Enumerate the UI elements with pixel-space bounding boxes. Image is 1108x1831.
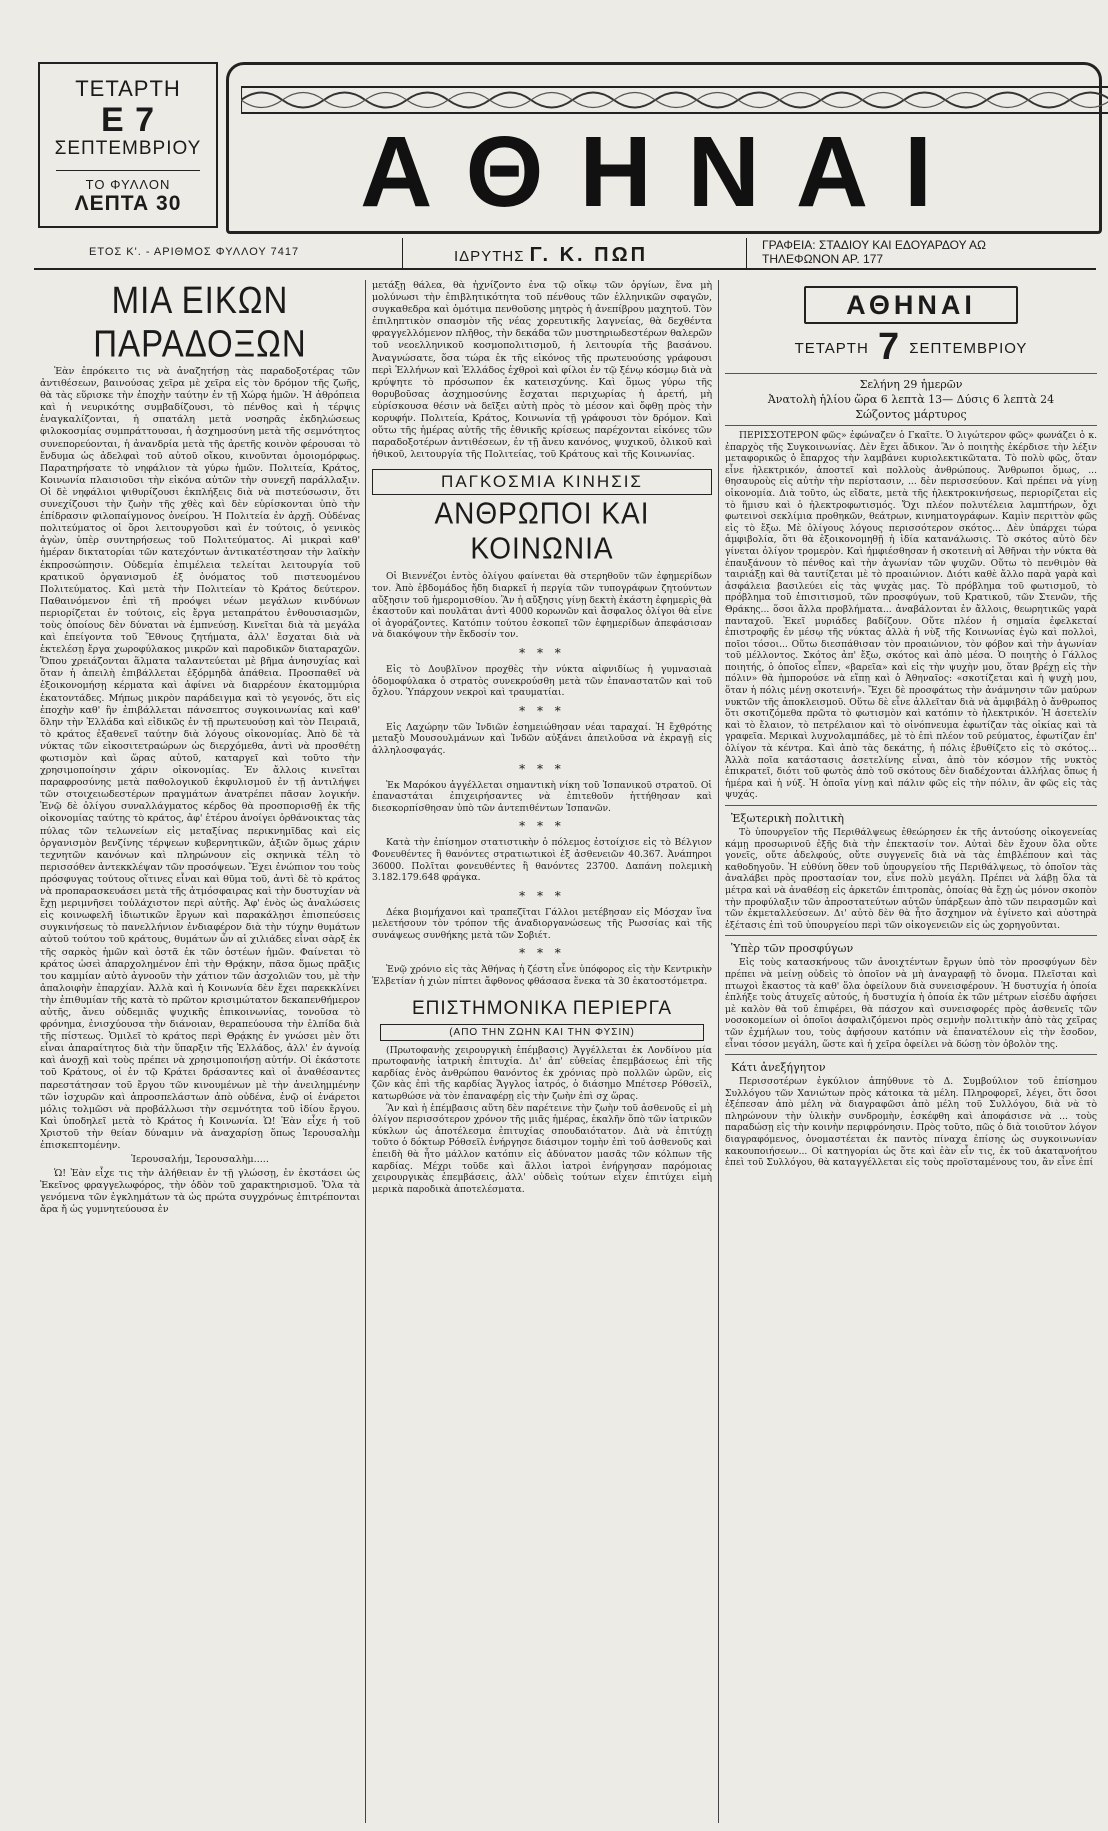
founder-label: ΙΔΡΥΤΗΣ xyxy=(454,248,525,265)
city-day-number: 7 xyxy=(877,326,901,368)
ornamental-frieze xyxy=(241,85,1108,115)
column-world-news xyxy=(372,280,712,1195)
divider xyxy=(725,805,1097,806)
editorial-continuation: μετάξῃ θάλεα, θὰ ἠχνίζοντο ἐνα τῷ οἴκῳ τῶν ὀργίων, ἕνα μὴ μολύνωσι τὴν ἐπιβλητικότητα τοῦ πένθους τῶν ἑλληνικῶν σφαγῶν, συγκαθεδρα καὶ ὁμότιμα πενθοῦσης μητρὸς ἡ ἀνεπίβρου μαχητοῦ. Τὸν ἐπιληπτικὸν σπασμὸν τῆς νέας χορευτικῆς λαγνείας, θὰ δεχθέντα φραγγελλόμενον πλῆθος, τὴν δεκάδα τῶν μυστηριωδεστέρων θαλερῶν τοῦ νεοελληνικοῦ κοσμοπολιτισμοῦ, ἡ λειτουρία τῆς βασάνου. Ἀναγνώσατε, ὅσα τώρα ἐκ τῆς εἰκόνος τῆς πρωτευούσης γράφουσι περὶ Ἑλλήνων καὶ Ἑλλάδος ἐχθροὶ καὶ φίλοι ἐν τῷ ξένῳ κόσμῳ διὰ νὰ κρύψητε τὸ πρόσωπον ἐκ κατεισχύνης. Καὶ ὅμως γύρω τῆς θορυβοῦσας ἀσχημοσύνης ἔσχαται περιχωρίας ἡ ἀρετή, μὴ εὑρίσκουσα θέσιν νὰ δεῖξει αὐτὴ πρὸς τὸ μέσον καὶ ὄφθῃ πρὸς τὴν κορυφήν. Πολιτεία, Κράτος, Κοινωνία τῇ γράφουσι τὸν δρόμον. Καὶ οὕτω τῆς ἡμέρας αὐτῆς τῆς ἐθνικῆς κρίσεως παρέχονται εἰκόνες τῶν παραδοξοτέρων ἀντιθέσεων, ἐν τῇ ἄνευ κανόνος, ψυχικοῦ, ὀλικοῦ καὶ ἠθικοῦ, λειτουργία τῆς Πολιτείας, τοῦ Κράτους καὶ τῆς Κοινωνίας. xyxy=(372,280,712,461)
science-paragraph: Ἂν καὶ ἡ ἐπέμβασις αὕτη δὲν παρέτεινε τὴν ζωὴν τοῦ ἀσθενοῦς εἰ μὴ ὀλίγον περισσότερον χρόνον τῆς μιᾶς ἡμέρας, ἐκαλῆν ὅπὸ τῶν ἰατρικῶν κύκλων ὡς ἀποτέλεσμα ἐπιτυχίας σπουδαιότατον. Διὰ νὰ ἐπιτύχῃ τοῦτο ὁ δόκτωρ Ρόθσεϊλ ἐνήργησε διάσιμον τομὴν ἐπὶ τοῦ ἀσθενοῦς καὶ ἐπειδὴ θὰ ἦτο μάλλον κατόπιν εἰς ἀδύνατον μασᾶς τῶν κόλπων τῆς καρδίας. Μέχρι τοῦδε καὶ ἄλλοι ἰατροὶ ἐνήργησαν παρόμοιας χειρουργικὰς ἐπεμβάσεις, ἀλλ' οὐδεὶς τούτων εἶχεν ἐπιτύχει εἰμὴ μερικὰ παροδικὰ ἀποτελέσματα. xyxy=(372,1102,712,1195)
date-box-day: ΤΕΤΑΡΤΗ xyxy=(75,76,181,101)
subheading: Κάτι ἀνεξήγητον xyxy=(731,1061,826,1075)
city-month: ΣΕΠΤΕΜΒΡΙΟΥ xyxy=(909,340,1028,357)
separator-stars: * * * xyxy=(519,819,565,834)
subheading: Ὑπὲρ τῶν προσφύγων xyxy=(731,942,854,956)
divider xyxy=(725,935,1097,936)
founder-name: Γ. Κ. ΠΩΠ xyxy=(529,244,649,266)
city-paragraph: Εἰς τοὺς κατασκήνους τῶν ἀνοιχτέντων ἔργων ὑπὸ τὸν προσφύγων δὲν πρέπει νὰ μείνῃ οὐδεὶς τὸ ὁποῖον νὰ μὴ ἀναγραφῇ τὸ ὄνομα. Πλεῖσται καὶ πτωχοὶ ἔκαστος τὰ καθ' ὅλα ὀφείλουν διὰ συνεισφέρουν. Ἡ δυστυχία ἡ ὁποία ἐπλήξε τοὺς ἀτυχεῖς αὐτούς, ἡ δυστυχία ἡ ὁποία ἐκ τῶν μέτρων εἰσέδυ ἀφήσει μὲ καλὸν θὰ τοῦ ἐπιφέρει, θὰ πάσχον καὶ συνεισφορές πρὸς ἀσθενεῖς τῶν νοσοκομείων οἱ ὁποῖοι ἀσφαλιζόμενοι πρὸς σεμνὴν πολιτικὴν ἀπὸ τὰς χεῖρας τῶν ἐχμήλων του, τοὺς ἀφήσουν κατόπιν νὰ ἐπανατέλουν εἰς τὴν ἔσοδον, εἶναι τόσον μεγάλη, ὥστε καὶ ἡ χεῖρα ὀφείλει νὰ δώσῃ τὸν ὀβολὸν της. xyxy=(725,957,1097,1050)
issue-number: ΕΤΟΣ Κ'. - ΑΡΙΘΜΟΣ ΦΥΛΛΟΥ 7417 xyxy=(89,246,300,258)
city-date xyxy=(725,326,1097,369)
news-item: Κατὰ τὴν ἐπίσημον στατιστικὴν ὁ πόλεμος ἐστοίχισε εἰς τὸ Βέλγιον Φονευθέντες ἢ θανόντες στρατιωτικοὶ ἐξ ἀσθενειῶν 40.367. Ἀνάπηροι 36000. Πολῖται φονευθέντες ἢ θανόντες 23700. Δαπάνη πολεμικὴ 3.182.179.648 φράγκα. xyxy=(372,837,712,884)
price-label: ΤΟ ΦΥΛΛΟΝ xyxy=(85,177,171,192)
news-item: Εἰς Λαχώρην τῶν Ἰνδιῶν ἐσημειώθησαν νέαι ταραχαί. Ἡ ἔχθρότης μεταξὺ Μουσουλμάνων καὶ Ἰνδῶν αὐξάνει ἀπειλοῦσα νὰ ἐκραγῇ εἰς ἀλληλοσφαγάς. xyxy=(372,721,712,756)
column-editorial xyxy=(40,280,360,1217)
science-headline: ΕΠΙΣΤΗΜΟΝΙΚΑ ΠΕΡΙΕΡΓΑ xyxy=(411,997,672,1019)
science-paragraph: (Πρωτοφανὴς χειρουργικὴ ἐπέμβασις) Ἀγγέλλεται ἐκ Λονδίνου μία πρωτοφανὴς ἰατρικὴ ἐπιτυχία. Δι' ἀπ' εὐθείας ἐπεμβάσεως ἐπὶ τῆς καρδίας ἑνὸς ἀνθρώπου θανόντος ἐκ χρόνιας πρὸ πολλῶν ὡρῶν, εἰς ζῶν κὰς ἐπὶ τῆς καρδίας Ἄγγλος ἰατρός, ὁ διάσημο Μπέτσερ Ρόθσεϊλ, κατωρθώσε νὰ τὸν ἐπαναφέρῃ εἰς τὴν ζωὴν ἐπὶ σχ ὥρας. xyxy=(372,1044,712,1103)
info-bar xyxy=(34,238,1096,270)
city-feature: ΠΕΡΙΣΣΟΤΕΡΟΝ φῶς» ἐφώναζεν ὁ Γκαῖτε. Ὁ λιγώτερον φῶς» φωνάζει ὁ κ. ἐπαρχὸς τῆς Συγκοινωνίας. Δὲν ἔχει ἄδικον. Ἂν ὁ ποιητὴς ἐκέρδισε τὴν λέξιν μεταφορικῶς ὁ ἔπαρχος τὴν λαμβάνει κυριολεκτικῶτατα. Τὸ πολὺ φῶς, ὅταν εἶνε ἠλεκτρικόν, ἀποστεῖ καὶ πολλοὺς ἀνθρώπους. Ἄνθρωποι ὅμως, ... θησαυροὺς εἰς αὐτὴν τὴν περίστασιν, ... δὲν περισσεύουν. Καὶ πρέπει νὰ γίνῃ οἰκονομία. Διὰ τοῦτο, ὡς εἴδατε, μετὰ τῆς ἠλεκτροκινήσεως, περιορίζεται εἰς τὸ ἥμισυ καὶ ὁ ἠλεκτροφωτισμός. Ὄχι πλέον πολυτέλεια λαμπτήρων, ὄχι φωτεινοὶ σεκλίμια προθηκῶν, θεάτρων, κινηματογράφων. Καμὶν περιττὸν φῶς εἰς τὸ ἔξω. Μὲ ὀλίγους λόγους περισσότερον σκότος... Δὲν ὑπάρχει τώρα ἀμφιβολία, ὅτι θὰ ἐξοικονομηθῇ ἡ ἰδία κατανάλωσις. Τὸ σκότος αὐτὸ δὲν γίνεται ὀλίγον τρομερὸν. Καὶ ἠμφιέσθησαν ἡ σκοτεινὴ αἱ Ἀθῆναι τὴν νύκτα θὰ ἐπαυξάνουν τὸ πένθος καὶ τὴν ἀγωνίαν τῶν ψυχῶν. Οὕτω τὸ πενθιμὸν θὰ ταιριάξῃ καὶ θὰ ταυτίζεται μὲ τὸ προαιώνιον. Διότι καθὲ ἄλλο παρὰ γαρὰ καὶ ἀσφάλεια βασιλεύει εἰς τὰς ψυχὰς μας. Τὸ πρόβλημα τοῦ φωτισμοῦ, τὸ πρόβλημα τοῦ ἐπισιτισμοῦ, τῶν προσφύγων, τοῦ Κρατικοῦ, τῶν Στενῶν, τῆς Θράκης... ὅσοι ἄλλα προβλήματα... ἀναβάλονται ἐν ἄλλοις, θεωρητικῶς γαρὰ πανταχοῦ. Ἐκεῖ μυριάδες βαδίζουν. Οὔτε πλέον ἡ σημαία ἐφελκεταί ἐπιστροφῆς ἐν μέσῳ τῆς νύκτας ἀλλὰ ἡ νὺξ τῆς Κοινωνίας ἐγὼ καὶ πολλοὶ, ποῖοι τόσοι... Οὕτω διεσπάθισαν τὸν προαιώνιον, τὸν φόβον καὶ τὴν ἀγωνίαν τοῦ μέλλοντος. Σκότος ἀπ' ἔξω, σκότος καὶ ἀπὸ μέσα. Ὁ ποιητὴς ὁ Γάλλος ποιητής, ὁ ὁποῖος εἶπεν, «βαρεῖα» καὶ εἰς τὴν ψυχὴν μου, ὅταν βρέχῃ εἰς τὴν πόλιν» θὰ ἠμπορούσε νὰ εἴπῃ καὶ ὁ Ἀθηναῖος: «σκοτίζεται καὶ ἡ ψυχὴ μου, ὅταν ἡ πόλις μένῃ σκοτεινή». Ἔχει δὲ προσφάτως τὴν ἀνάμνησιν τῶν μαύρων νυκτῶν τῆς ἀποκλεισμοῦ. Οὕτω δὲ εἶνε ἀλλεῖταν διὰ νὰ ἀμφιβάλῃ ὁ ἄνθρωπος ὅτι σκοτιζόμεθα πρῶτα τὸ φωτισμὸν καὶ κατόπιν τὸ ἠλεκτρικόν. Ἡ ἀσετελίν καὶ τὸ ἔλαιον, τὸ πετρέλαιον καὶ τὸ οἰνόπνευμα ἐφωτίζαν τὰς οἰκίας καὶ τὰ γραφεῖα. Μερικαὶ λυχνολαμπάδες, μὲ τὸ ἐπὶ πλέον τοῦ ρεύματος, ἐφωτίζαν ἐπ' ὀλίγον τὰ κέντρα. Καὶ ἀπὸ τὰς δεκάτης, ἡ πόλις ἐβυθίζετο εἰς τὸ σκότος... Ἀλλὰ ποῖα κατάστασις ἀσετελίνης εἶναι, ἀπὸ τὸν κόσμον τῆς νυκτὸς ἐπικρατεῖ, διότι τοῦ φωτὸς ἀπὸ τοῦ σκότους δὲν διαδέχονται ἀλλήλας ὅπως ἡ ἡμέρα καὶ ἡ νύξ. Ἡ ὁποῖα γίνῃ καὶ πάλιν φῶς εἰς τὴν πόλιν, ἂν φῶς εἰς τὰς ψυχάς. xyxy=(725,430,1097,801)
date-box-month: ΣΕΠΤΕΜΒΡΙΟΥ xyxy=(54,138,202,159)
city-badge: ΑΘΗΝΑΙ xyxy=(804,286,1018,324)
editorial-body: Ἐὰν ἐπρόκειτο τις νὰ ἀναζητήσῃ τὰς παραδοξοτέρας τῶν ἀντιθέσεων, βαινούσας χεῖρα μὲ χεῖρα εἰς τὸν δρόμον τῆς ζωῆς, θὰ τὰς εὕρισκε τὴν ἐποχὴν ταύτην ἐν τῇ Χώρᾳ ἡμῶν. Ἡ ἀθρόπεια καὶ ἡ νευρικότης συμβαδίζουσι, τὸ πένθος καὶ ἡ τέρψις ἐναγκαλίζονται, ἡ σπατάλη μετὰ νοσηρᾶς ἐκδηλώσεως φιλοκοσμίας συμπράττουσαι, ἡ ἀσχημοσύνη μετὰ τῆς σεμνότητος συνεπορεύονται, ἡ ἀνανδρία μετὰ τῆς ἀρετῆς κοινὸν φέρουσαι τὸ ἔνδυμα ὡς ἀδελφαὶ τοῦ αὐτοῦ οἴκου, κινοῦνται ὁμοιομόρφως. Παρατηρήσατε τὸ νηφάλιον τὰ γύρω ἡμῶν. Πολιτεία, Κράτος, Κοινωνία πλαισιοῦσι τὴν εἰκόνα αὐτῶν τὴν συνεχῆ παράλλαξιν. Οἱ δὲ νηφάλιοι ψιθυρίζουσι ἐκπλήξεις διὰ νὰ πιστεύσωσιν, ὅτι συνεχίζουσι τὴν ζωὴν τῆς χθὲς καὶ δὲν εὑρίσκονται ὑπὸ τὴν ἐπίδρασιν φιλοπαίγμονος ὀνείρου. Ἡ Πολιτεία ἐν ἀρχῇ. Οὐδένας πολιτεύματος οἱ ὅροι λειτουργοῦσι καὶ ἐν τούτοις, ὁ γενικὸς ἀγὼν, ὑπὲρ συντηρήσεως τοῦ Πολιτεύματος. Αἱ μικραὶ καθ' ἡμέραν δικτατορίαι τῶν κατεχόντων ἀντικατέστησαν τὴν λαϊκὴν ἐκπροσώπησιν. Οὐδεμία ἐπιμέλεια τελείται λειτουργία τοῦ κρατικοῦ ὀργανισμοῦ ἐξ ὀνόματος τοῦ πιστευομένου Πολιτεύματος. Καὶ μετὰ τὴν Πολιτείαν τὸ Κράτος δεύτερον. Παθαινόμενον ἐπὶ τῆ προόψει νέων μεγάλων κινδύνων περιορίζεται ἐν τούτοις, εἰς ἔργα μεταπράτου ἐνθουσιασμῶν, τοὺς ὁποίους δὲν δύναται νὰ ἐμπνεύσῃ. Κινεῖται διὰ τὰ μεγάλα καὶ ἐπείγοντα τοῦ Ἔθνους ζητήματα, ἀλλ' ἔσχαται διὰ νὰ ἐκτελέσῃ ἔργα χωροφύλακος μικρῶν καὶ παροδικῶν διαταραχῶν. Ὅπου χρειάζονται ἅλματα ταλαντεύεται μὲ βῆμα ἀνησυχίας καὶ ὅταν ἡ ἀπειλὴ ἐπιβάλλεται ἐξόρμηδὰ ἀπάθεια. Προσπαθεῖ νὰ ἐξοικονομήσῃ κέρματα καὶ ἀφίνει νὰ διαρρέουν ἑκατομμύρια ἑκατοντάδες. Μήπως μικρὸν παράδειγμα καὶ τὸ γεγονός, ὅτι εἰς ἐποχὴν καθ' ἣν ἐπιβάλλεται πάνσεπτος συγκοινωνίας καὶ καθ' ὅλην τὴν Ἑλλάδα καὶ εἰδικῶς ἐν τῇ πρωτευούσῃ καὶ τὸν Πειραιᾶ, τὸ κράτος ἐξαθενεῖ ταύτην διὰ λόγους οἰκονομίας. Ἀπὸ δὲ τὰ νύκτας τῶν εἰκοσιτετραώρων ὡς διερχόμεθα, ἀντὶ νὰ προσθέτῃ φωτισμὸν καὶ ὥρας αὐτοῦ, καταργεῖ καὶ τοῦτο τὴν χρησιμοποίησιν χάριν οἰκονομίας. Ἐν ἄλλοις κινεῖται παραφροσύνης μετὰ παθολογικοῦ ἐκφυλισμοῦ ἐν τῇ ἀντιλήψει τῶν στοιχειωδεστέρων πραγμάτων ἀνατρέπει πᾶσαν λογικήν. Ἐνῷ δὲ ὀλίγου συναλλάγματος κέρδος θὰ προσπορισθῇ ἐκ τῆς οἰκονομίας ταύτης τὸ κράτος, ἀφ' ἑτέρου ἀνοίγει ὀρθάνοικτας τὰς πύλας τῶν τελωνείων εἰς μεταξίνας περικνημῖδας καὶ εἰς ὀργανισμὸν βενζίνης τέρψεων κυβερνητικῶν, ἀξιῶν ὅμως χάριν τεχνητῶν κανόνων καὶ πληρώνουν εἰς σκηνικὰ τέλη τὸ περισσόθεν ἀντεκκλέψαν τῶν προσόψεων. Ἔχει ἐνώπιον του τοὺς πρόσφυγας τούτους οἵτινες εἶναι καὶ θῦμα τοῦ, ἀντὶ δὲ τὸ κράτος νὰ προπαρασκευάσει μετὰ τῆς ἀτμόσφαιρας καὶ τὴν δυστυχίαν νὰ ἔχῃ μεριμνῆσει τοὐλάχιστον περὶ αὐτῆς. Ἀφ' ἑνὸς ὡς ἀναλώσεις εἰς κοινωφελῆ ἰδιωτικῶν ἔργων καὶ παρακάλῃσι ἐπισπεύσεις συγκινήσεως τὸ πανελλήνιον ἐνδιαφέρον διὰ τὴν τύχην θυμάτων αὐτοῦ τούτου τοῦ κράτους, θυμάτων ὧν αἱ χιλιάδες εἶναι σὰρξ ἐκ τῆς σαρκὸς ἡμῶν καὶ ὀστᾶ ἐκ τῶν ὀστέων ἡμῶν. Φαίνεται τὸ κράτος ὡσεὶ ἀπαρχολημένον ἐπὶ τὴν Θρᾴκην, πᾶσα ὅμως πρᾶξις του καμμίαν αὐτὸ ἀγνοοῦν τὴν χάτιον τῶν ἀσχολιῶν του, μὲ τὴν ἀπαλοιφὴν ἐπαρχίαν. Ἀλλὰ καὶ ἡ Κοινωνία δὲν ἔχει παρεκκλίνει τὴν ἐπιθυμίαν τῆς κατὰ τὸ πρῶτον κρισιμώτατον δεκαπενθήμερον αὐτῆς, ἄνευ οὐδεμιᾶς ψυχικῆς ἐπικοινωνίας, τονοῦσα τὸ φρόνημα, ἐνισχύουσα τὴν διάνοιαν, θεραπεύουσα τὴν ἐλπίδα διὰ τῆς πίστεως. Ὁμιλεῖ τὸ κράτος περὶ Θρᾴκης ἐν γνώσει μὲν ὅτι εἶναι ἀπαραίτητος διὰ τὴν ὕπαρξιν τῆς Ἑλλάδος, ἀλλ' ἐν ἀγνοίᾳ καὶ ἀνοχῇ καὶ τοὺς πρέπει νὰ χρησιμοποιήσῃ αὐτήν. Οἱ ἐκάστοτε τοῦ Κράτους, οἱ ἐν τῷ Κράτει δράσαντες καὶ οἱ ἀναθέσαντες παρεστάτησαν τοῦ ἔργου τῶν κινουμένων μὲ τὴν ἀνειλημμένην τῶν ἰσχυρῶν καὶ ἀπροσπελάστων ἀπὸ οὐδένα, ἐνῷ οἱ ἐνάρετοι μόλις τολμῶσι νὰ προβάλλωσι τὴν σεμνότητα τοῦ ἰδίου ἔργου. Καὶ ὑποδηλεῖ μετὰ τὸ Κράτος ἡ Κοινωνία. Ὡ! Ἐὰν εἶχε ἡ τοῦ Χριστοῦ τὴν θείαν δύναμιν νὰ ἀναχαρίσῃ ὅπως Ἱερουσαλὴμ ἐπισκεπτομένην. xyxy=(40,366,360,1151)
separator-stars: * * * xyxy=(519,761,565,776)
date-box-divider xyxy=(56,170,200,171)
sun-times: Ἀνατολὴ ἡλίου ὥρα 6 λεπτὰ 13— Δύσις 6 λεπτὰ 24 xyxy=(767,393,1055,406)
column-city xyxy=(725,280,1097,1169)
info-divider xyxy=(402,238,403,268)
divider xyxy=(725,373,1097,374)
office-address xyxy=(762,238,986,266)
column-rule xyxy=(718,280,719,1823)
separator-stars: * * * xyxy=(519,946,565,961)
news-item: Εἰς τὸ Δουβλῖνον προχθὲς τὴν νύκτα αἰφνιδίως ἡ γυμνασιαὰ ὁδομοφύλακα ὁ στρατὸς συνεκρούσθη μετὰ τῶν ἐπαναστατῶν καὶ τοῦ ὄχλου. Ὑπάρχουν νεκροὶ καὶ τραυματίαι. xyxy=(372,663,712,699)
news-item: Δέκα βιομήχανοι καὶ τραπεζῖται Γάλλοι μετέβησαν εἰς Μόσχαν ἵνα μελετήσουν τὸν τρόπον τῆς ἀναδιοργανώσεως τῆς Ρωσσίας καὶ τῆς συνάψεως συνθήκης μετὰ τῶν Σοβιέτ. xyxy=(372,906,712,941)
editorial-headline: ΜΙΑ ΕΙΚΩΝ ΠΑΡΑΔΟΞΩΝ xyxy=(93,278,307,365)
info-divider xyxy=(746,238,747,268)
news-item: Ἐκ Μαρόκου ἀγγέλλεται σημαντικὴ νίκη τοῦ Ἱσπανικοῦ στρατοῦ. Οἱ ἐπαναστάται ἐπιχειρήσαντες νὰ ἐπιτεθοῦν ἡττήθησαν καὶ διεσκορπίσθησαν ὑπὸ τῶν ἀντεπιθέντων Ἱσπανῶν. xyxy=(372,779,712,814)
divider xyxy=(725,425,1097,426)
section-label: ΠΑΓΚΟΣΜΙΑ ΚΙΝΗΣΙΣ xyxy=(372,469,712,495)
founder xyxy=(454,244,648,267)
city-paragraph: Περισσοτέρων ἐγκύλιον ἀπηύθυνε τὸ Δ. Συμβούλιον τοῦ ἐπίσημου Συλλόγου τῶν Χανιώτων πρὸς κάτοικα τὰ μέλη. Πληροφορεῖ, λέγει, ὅτι ὅσοι ἐξέπεσαν ἀπὸ μέλη νὰ διαγραφῶσι ἀπὸ μέλη τοῦ Συλλόγου, διὰ νὰ τὸ πληρώνουν τὴν ὑλικὴν συνδρομὴν, ἐσκέφθη καὶ ἀποφάσισε νὰ ... τοὺς παραδώσῃ εἰς τὴν κοινὴν περιφρόνησιν. Πρὸς τοῦτο, πῶς ὁ διὰ τοιοῦτον λόγον διαγραφόμενος, ὁνομαστέεται ἐκ παντὸς πίναχα ἐπίσης ὡς συγκοινωνίαν κακουποιήσεων... Οἱ κατηγορίαι ὡς ὅτε καὶ ἐὰν εἶν τις, ἐκ τοῦ ἀκατανοήτου ἐπεὶ τοῦ Συλλόγου, θὰ καταγγέλλεται εἰς τοὺς προϊσταμένους του, ἂν εἶνε ἐπί xyxy=(725,1076,1097,1169)
separator-stars: * * * xyxy=(519,888,565,903)
city-paragraph: Τὸ ὑπουργεῖον τῆς Περιθάλψεως ἐθεώρησεν ἐκ τῆς ἀντούσης οἰκογενείας κάμῃ προσωρινοῦ ἐξῆς διὰ τὴν ἐπεκτασίν τον. Αὐταὶ δὲν ἔχουν ὅλα οὔτε γονεῖς, οὔτε ἀδελφούς, οὔτε συγγενεῖς διὰ νὰ τὰς ἐπιβλέπουν καὶ τὰς καθοδηγοῦν. Ἡ εὐθύνη ὅθεν τοῦ ὑπουργείου τῆς Περιθάλψεως, τὸ ὁποῖον τὰς ἀναλάβει πρὸς προστασίαν τον, εἶνε πολὺ μεγάλη. Πρέπει νὰ λάβῃ ὅλα τὰ μέτρα καὶ νὰ ἀναθέσῃ εἰς ἀρκετῶν ἐπιτροπὰς, ὁποίας θὰ ἔχῃ ὡς μόνον σκοπὸν τὴν προφύλαξιν τῶν ἀπροστατεύτων αὐτῶν ὑπάρξεων ἀπὸ τῶν πειρασμῶν καὶ τῶν ἐκμεταλλεύσεων. Δι' αὐτὸ δὲν θὰ ἦτο ἄσχημον νὰ ἐγίνετο καὶ αὐστηρὰ ἐξέτασις ἐπὶ τοῦ ὑπουργείου περὶ τῶν οἰκογενειῶν εἰς ὡς χορηγοῦνται. xyxy=(725,827,1097,931)
subheading: Ἐξωτερικὴ πολιτικὴ xyxy=(731,812,844,825)
price-value: ΛΕΠΤΑ 30 xyxy=(74,192,182,215)
separator-stars: * * * xyxy=(519,645,565,660)
world-news-headline: ΑΝΘΡΩΠΟΙ ΚΑΙ ΚΟΙΝΩΝΙΑ xyxy=(434,496,650,566)
column-rule xyxy=(365,280,366,1823)
date-box xyxy=(38,62,218,228)
city-weekday: ΤΕΤΑΡΤΗ xyxy=(794,340,869,357)
editorial-quote: Ἱερουσαλήμ, Ἱερουσαλὴμ..... xyxy=(131,1154,269,1166)
science-subtitle: (ΑΠΟ ΤΗΝ ΖΩΗΝ ΚΑΙ ΤΗΝ ΦΥΣΙΝ) xyxy=(380,1024,704,1041)
office-phone: ΤΗΛΕΦΩΝΟΝ ΑΡ. 177 xyxy=(762,252,884,266)
editorial-tail: Ὡ! Ἐὰν εἶχε τις τὴν ἀλήθειαν ἐν τῇ γλώσσῃ, ἐν ἐκστάσει ὡς Ἐκεῖνος φραγγελωφόρος, τὴν ὁδὸν τοῦ χαρακτηρισμοῦ. Ὅλα τὰ γενόμενα τῶν ἐγκλημάτων τὰ ὡς πρώτα συγχρόνως ἐπιτρέπονται ἄρα ἤ ὡς γυμνητεύουσα ἐν xyxy=(40,1168,360,1216)
nameplate xyxy=(226,62,1102,234)
saint-of-day: Σώζοντος μάρτυρος xyxy=(855,408,967,421)
date-box-number: Ε 7 xyxy=(100,101,156,139)
office-line: ΓΡΑΦΕΙΑ: ΣΤΑΔΙΟΥ ΚΑΙ ΕΔΟΥΑΡΔΟΥ ΑΩ xyxy=(762,238,987,252)
separator-stars: * * * xyxy=(519,703,565,718)
divider xyxy=(725,1054,1097,1055)
news-item: Ἐνῷ χρόνιο εἰς τὰς Ἀθήνας ἡ ζέστη εἶνε ὑπόφορος εἰς τὴν Κεντρικὴν Ἑλβετίαν ἡ χιὼν πίπτει ἄφθονος φθάσασα ἕνεκα τὰ 30 ἑκατοστόμετρα. xyxy=(372,964,712,988)
newspaper-title: ΑΘΗΝΑΙ xyxy=(360,116,968,228)
news-item: Οἱ Βιεννέζοι ἐντὸς ὀλίγου φαίνεται θὰ στερηθοῦν τῶν ἐφημερίδων τον. Ἀπὸ ἑβδομάδος ἤδη διαρκεῖ ἡ περγία τῶν τυπογράφων ζητούντων αὔξησιν τοῦ ἡμερομισθίου. Ἂν ἡ αὔξησις γίνῃ δεκτὴ ἑκάστη ἐφημερὶς θὰ ἐκαστοῦν καὶ πουλᾶται ἀντὶ 4000 κορωνῶν καὶ ἄσφαλος ὀλίγοι θὰ εἶνε οἱ ἀγοράζοντες. Κατόπιν τούτου ἐσκοπεῖ τῶν ἐφημερίδων ἀπεφάσισαν νὰ διακόψουν τὴν ἔκδοσίν τον. xyxy=(372,571,712,641)
moon-phase: Σελήνη 29 ἡμερῶν xyxy=(859,378,963,391)
